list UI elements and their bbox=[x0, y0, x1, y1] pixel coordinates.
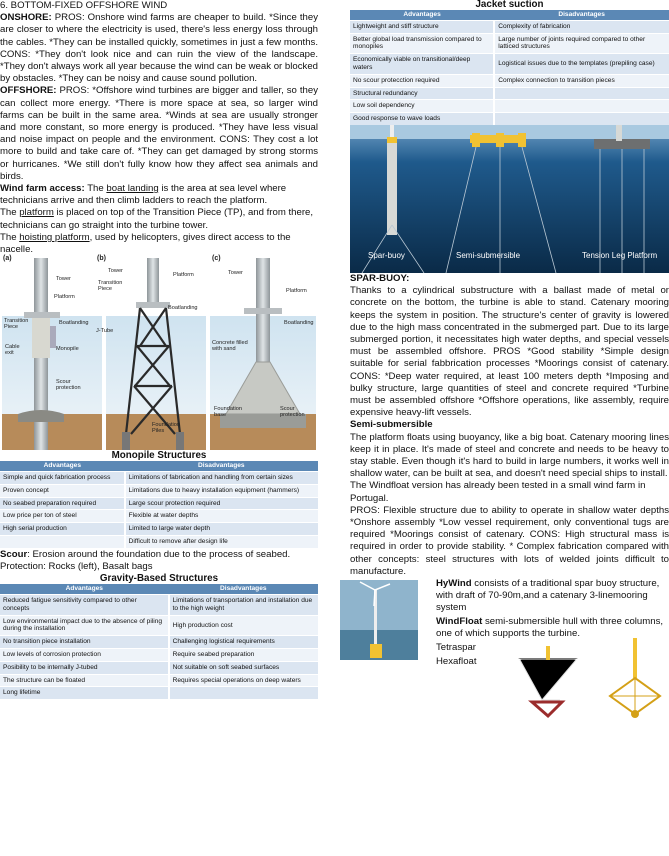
gravity-row bbox=[0, 674, 318, 687]
jacket-row bbox=[350, 20, 669, 33]
hywind-paragraph bbox=[436, 578, 669, 615]
monopile-disadvantage-cell: Limited to large water depth bbox=[125, 523, 318, 536]
b-foundation-label: Foundation Piles bbox=[152, 422, 180, 435]
gravity-row bbox=[0, 649, 318, 662]
monopile-row bbox=[0, 472, 318, 485]
hexafloat-label: Hexafloat bbox=[436, 656, 477, 668]
a-platform-label: Platform bbox=[54, 294, 75, 301]
monopile-header-disadvantages: Disadvantages bbox=[125, 461, 318, 471]
monopile-advantage-cell: No seabed preparation required bbox=[0, 497, 125, 510]
b-tower-label: Tower bbox=[108, 268, 123, 275]
gravity-table bbox=[0, 584, 318, 699]
jacket-row bbox=[350, 74, 669, 87]
jacket-row bbox=[350, 54, 669, 75]
gravity-row bbox=[0, 687, 318, 699]
hoist-text-a: The bbox=[0, 231, 20, 243]
spar-buoy-label: Spar-buoy bbox=[368, 250, 405, 260]
platform-paragraph bbox=[0, 207, 318, 231]
foundation-diagram bbox=[0, 256, 318, 450]
gravity-advantage-cell: Low levels of corrosion protection bbox=[0, 649, 169, 662]
a-boatlanding-label: Boatlanding bbox=[59, 320, 89, 327]
access-paragraph bbox=[0, 183, 318, 207]
c-scour-label: Scour protection bbox=[280, 406, 305, 419]
semi-heading bbox=[350, 419, 669, 431]
foundation-illustration bbox=[0, 256, 318, 450]
spar-paragraph: Thanks to a cylindrical substructure with a ballast made of metal or concrete on the bottom, the turbine is able to stand. Catenary mooring keeps the system in position. The structure's center of gravity is lowered due to the high mass concentrated in the submerged part. Due to its large submerged portion, it necessitates high water depths, and special vessels must be assembled offshore. PROS *Good stability *Simple design suitable for serial fabbrication processes *Moorings consist of catenary. CONS: *Deep water required, at least 100 meters depth *Imposing and bulky structure, large quantities of steel and concrete required *Turbine must be assembled offshore *Offshore operations, like assembly, require expensive heavy-lift vessels. bbox=[350, 285, 669, 419]
monopile-advantage-cell: Low price per ton of steel bbox=[0, 510, 125, 523]
jacket-advantage-cell: Lightweight and stiff structure bbox=[350, 20, 494, 33]
monopile-disadvantage-cell: Large scour protection required bbox=[125, 497, 318, 510]
jacket-title: Jacket suction bbox=[475, 0, 544, 10]
onshore-label: ONSHORE: bbox=[0, 12, 52, 24]
monopile-disadvantage-cell: Flexible at water depths bbox=[125, 510, 318, 523]
monopile-title: Monopile Structures bbox=[111, 450, 207, 462]
monopile-row bbox=[0, 536, 318, 548]
a-tower-label: Tower bbox=[56, 276, 71, 283]
jacket-advantage-cell: Good response to wave loads bbox=[350, 113, 494, 125]
jacket-header-advantages: Advantages bbox=[350, 10, 494, 20]
hoist-text-b: , used by helicopters, gives direct access to the nacelle. bbox=[0, 231, 291, 256]
monopile-table bbox=[0, 461, 318, 548]
monopile-row bbox=[0, 510, 318, 523]
monopile-advantage-cell: High serial production bbox=[0, 523, 125, 536]
section-heading: 6. BOTTOM-FIXED OFFSHORE WIND bbox=[0, 0, 168, 11]
semi-paragraph: The platform floats using buoyancy, like a big boat. Catenary mooring lines keep it in place. It's made of steel and concrete and needs to be heavy to stay stable. Even though it's hard to build in large numbers, it works well in shallow water, can be built at sea, and doesn't need special ships to install. bbox=[350, 431, 669, 480]
jacket-disadvantage-cell: Logistical issues due to the templates (prepiling case) bbox=[494, 54, 669, 75]
b-platform-label: Platform bbox=[173, 272, 194, 279]
scour-label: Scour bbox=[0, 548, 28, 560]
semi-pros-paragraph: PROS: Flexible structure due to ability to operate in shallow water depths *Onshore assembly *Low vessel requirement, only conventional tugs are required *Moorings consist of catenary. CONS: High structural mass is required in order to provide stability. * Complex fabrication compared with other concepts: steel structures with lots of welded joints difficult to manufacture. bbox=[350, 504, 669, 577]
semi-heading-text: Semi-submersible bbox=[350, 419, 433, 431]
offshore-text: PROS: *Offshore wind turbines are bigger and taller, so they can collect more energy. *There is more space at sea, so larger wind farms can be built in the same area. *Winds at sea are usually stronger and more constant, so more energy is produced. *They have less visual and noise impact on people and the environment. CONS: They cost a lot more to build and take care of. *They can get damaged by strong storms or hurricanes. *We still don't fully know how they affect sea animals and birds. bbox=[0, 85, 318, 182]
jacket-table bbox=[350, 10, 669, 125]
c-platform-label: Platform bbox=[286, 288, 307, 295]
jacket-disadvantage-cell bbox=[494, 100, 669, 113]
a-cable-label: Cable exit bbox=[5, 344, 20, 357]
monopile-advantage-cell bbox=[0, 536, 125, 548]
jacket-disadvantage-cell: Large number of joints required compared to other latticed structures bbox=[494, 33, 669, 54]
jacket-disadvantage-cell: Complex connection to transition pieces bbox=[494, 74, 669, 87]
gravity-disadvantage-cell: Not suitable on soft seabed surfaces bbox=[169, 661, 318, 674]
monopile-header-advantages: Advantages bbox=[0, 461, 125, 471]
jacket-row bbox=[350, 87, 669, 100]
hexafloat-illustration bbox=[600, 634, 669, 718]
panel-b-label: (b) bbox=[97, 255, 106, 263]
monopile-disadvantage-cell: Limitations of fabrication and handling from certain sizes bbox=[125, 472, 318, 485]
semi-submersible-label: Semi-submersible bbox=[456, 250, 521, 260]
windfloat-label: WindFloat bbox=[436, 616, 483, 628]
offshore-paragraph bbox=[0, 85, 318, 183]
tension-leg-label: Tension Leg Platform bbox=[582, 250, 658, 260]
scour-paragraph bbox=[0, 549, 318, 561]
left-column bbox=[0, 0, 318, 699]
gravity-disadvantage-cell: Limitations of transportation and installation due to the high weight bbox=[169, 595, 318, 616]
jacket-disadvantage-cell bbox=[494, 113, 669, 125]
windfloat-note: The Windfloat version has already been tested in a small wind farm in Portugal. bbox=[350, 480, 646, 504]
protection-text: Protection: Rocks (left), Basalt bags bbox=[0, 561, 153, 573]
jacket-header-disadvantages: Disadvantages bbox=[494, 10, 669, 20]
boat-landing-term: boat landing bbox=[106, 183, 159, 195]
jacket-row bbox=[350, 113, 669, 125]
monopile-disadvantage-cell: Limitations due to heavy installation equipment (hammers) bbox=[125, 484, 318, 497]
gravity-header-disadvantages: Disadvantages bbox=[169, 584, 318, 594]
gravity-title: Gravity-Based Structures bbox=[99, 573, 219, 585]
jacket-advantage-cell: Better global load transmission compared to monopiles bbox=[350, 33, 494, 54]
gravity-advantage-cell: Reduced fatigue sensitivity compared to other concepts bbox=[0, 595, 169, 616]
gravity-header-advantages: Advantages bbox=[0, 584, 169, 594]
monopile-disadvantage-cell: Difficult to remove after design life bbox=[125, 536, 318, 548]
access-label: Wind farm access: bbox=[0, 183, 85, 195]
b-jtube-label: J-Tube bbox=[96, 328, 114, 335]
gravity-row bbox=[0, 661, 318, 674]
right-column bbox=[350, 0, 669, 718]
hywind-photo bbox=[340, 580, 418, 660]
jacket-disadvantage-cell: Complexity of fabrication bbox=[494, 20, 669, 33]
gravity-row bbox=[0, 636, 318, 649]
a-monopile-label: Monopile bbox=[56, 346, 79, 353]
scour-text: : Erosion around the foundation due to the process of seabed. bbox=[27, 548, 291, 560]
gravity-disadvantage-cell: Require seabed preparation bbox=[169, 649, 318, 662]
jacket-row bbox=[350, 100, 669, 113]
monopile-row bbox=[0, 484, 318, 497]
jacket-advantage-cell: No scour protecction required bbox=[350, 74, 494, 87]
jacket-advantage-cell: Structural redundancy bbox=[350, 87, 494, 100]
jacket-disadvantage-cell bbox=[494, 87, 669, 100]
offshore-label: OFFSHORE: bbox=[0, 85, 57, 97]
monopile-row bbox=[0, 497, 318, 510]
a-scour-label: Scour protection bbox=[56, 379, 81, 392]
gravity-advantage-cell: The structure can be floated bbox=[0, 674, 169, 687]
gravity-disadvantage-cell bbox=[169, 687, 318, 699]
hywind-label: HyWind bbox=[436, 578, 472, 590]
b-transition-label: Transition Piece bbox=[98, 280, 123, 293]
access-text-b: is the area at sea level where technicians arrive and then climb ladders to reach the platform. bbox=[0, 183, 287, 207]
spar-heading bbox=[350, 273, 669, 285]
hoisting-platform-term: hoisting platform bbox=[19, 231, 90, 243]
access-text-a: The bbox=[84, 183, 107, 195]
c-concrete-label: Concrete filled with sand bbox=[212, 340, 248, 353]
hoist-paragraph bbox=[0, 232, 318, 256]
onshore-text: PROS: Onshore wind farms are cheaper to build. *Since they are closer to where the electricity is used, there's less energy loss through the cables. *They can be installed quickly, sometimes in just a few months. CONS: *They don't look nice and can ruin the view of the landscape. *They don't always work all year because the wind can be weak or blocked by obstacles. *They can be noisy and cause sound pollution. bbox=[0, 12, 318, 85]
gravity-row bbox=[0, 595, 318, 616]
hywind-section bbox=[350, 578, 669, 718]
monopile-row bbox=[0, 523, 318, 536]
gravity-advantage-cell: Low environmental impact due to the absence of piling during the installation bbox=[0, 615, 169, 636]
platform-text-b: is placed on top of the Transition Piece (TP), and from there, technicians can go straight into the turbine tower. bbox=[0, 207, 314, 231]
hywind-text: consists of a traditional spar buoy structure, with draft of 70-90m,and a catenary 3-linemooring system bbox=[436, 578, 660, 614]
c-boatlanding-label: Boatlanding bbox=[284, 320, 314, 327]
tetraspar-illustration bbox=[498, 640, 598, 724]
gravity-advantage-cell: Long lifetime bbox=[0, 687, 169, 699]
gravity-advantage-cell: Posibility to be internally J-tubed bbox=[0, 661, 169, 674]
jacket-advantage-cell: Low soil dependency bbox=[350, 100, 494, 113]
onshore-paragraph bbox=[0, 12, 318, 85]
jacket-advantage-cell: Economically viable on transitional/deep waters bbox=[350, 54, 494, 75]
platform-text-a: The bbox=[0, 207, 20, 219]
floating-concepts-illustration bbox=[350, 125, 669, 273]
monopile-advantage-cell: Simple and quick fabrication process bbox=[0, 472, 125, 485]
c-tower-label: Tower bbox=[228, 270, 243, 277]
gravity-disadvantage-cell: Challenging logistical requirements bbox=[169, 636, 318, 649]
gravity-disadvantage-cell: High production cost bbox=[169, 615, 318, 636]
tetraspar-label: Tetraspar bbox=[436, 642, 476, 654]
gravity-advantage-cell: No transition piece installation bbox=[0, 636, 169, 649]
c-foundation-label: Foundation base bbox=[214, 406, 242, 419]
windfloat-desc: semi-submersible hull with three columns, one of which supports the turbine. bbox=[436, 616, 664, 640]
spar-heading-text: SPAR-BUOY: bbox=[350, 272, 410, 284]
a-transition-label: Transition Piece bbox=[4, 318, 29, 331]
platform-term: platform bbox=[19, 207, 54, 219]
gravity-disadvantage-cell: Requires special operations on deep waters bbox=[169, 674, 318, 687]
jacket-row bbox=[350, 33, 669, 54]
panel-c-label: (c) bbox=[212, 255, 221, 263]
panel-a-label: (a) bbox=[3, 255, 12, 263]
monopile-advantage-cell: Proven concept bbox=[0, 484, 125, 497]
gravity-row bbox=[0, 615, 318, 636]
b-boatlanding-label: Boatlanding bbox=[168, 305, 198, 312]
